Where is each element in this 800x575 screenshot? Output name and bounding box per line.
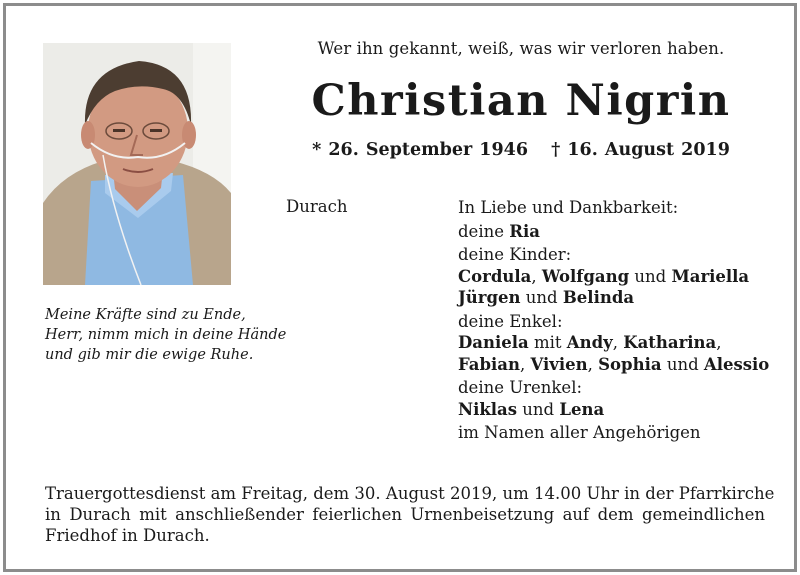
grandchildren-line: Fabian, Vivien, Sophia und Alessio xyxy=(458,354,770,374)
connector-word: mit xyxy=(533,333,562,352)
wife-line xyxy=(458,221,788,243)
connector-word: und xyxy=(525,288,558,307)
birth-date: * 26. September 1946 xyxy=(312,140,529,160)
deceased-name: Christian Nigrin xyxy=(311,76,731,126)
portrait-photo xyxy=(43,43,231,285)
grandchild-name: Alessio xyxy=(703,354,770,374)
great-grandchild-name: Niklas xyxy=(458,399,518,419)
service-line: in Durach mit anschließender feierlichen Urnenbeisetzung auf dem gemeindlichen xyxy=(45,505,765,524)
great-grandchildren-line xyxy=(458,399,788,421)
child-name: Belinda xyxy=(562,288,635,307)
wife-name: Ria xyxy=(509,221,540,241)
life-dates xyxy=(306,140,736,160)
children-line xyxy=(458,287,788,309)
quote-line: und gib mir die ewige Ruhe. xyxy=(45,347,254,363)
children-label: deine Kinder: xyxy=(458,245,572,264)
grandchild-name: Katharina xyxy=(623,333,717,352)
grandchild-name: Fabian xyxy=(458,354,520,374)
connector-word: und xyxy=(522,399,555,419)
grandchildren-line: Daniela mit Andy, Katharina, xyxy=(458,333,722,352)
child-name: Wolfgang xyxy=(541,266,630,286)
child-name: Jürgen xyxy=(458,288,521,307)
mourners-list xyxy=(458,197,788,444)
wife-prefix: deine xyxy=(458,221,504,241)
children-line: Cordula, Wolfgang und Mariella xyxy=(458,266,750,286)
funeral-service-text xyxy=(45,483,775,546)
death-date: † 16. August 2019 xyxy=(551,140,730,160)
child-name: Mariella xyxy=(671,266,750,286)
grandchildren-label: deine Enkel: xyxy=(458,311,563,331)
grandchild-name: Sophia xyxy=(598,354,662,374)
great-grandchildren-label: deine Urenkel: xyxy=(458,378,583,397)
mourners-intro: In Liebe und Dankbarkeit: xyxy=(458,198,679,217)
grandchild-name: Vivien xyxy=(530,354,588,374)
child-name: Cordula xyxy=(458,266,532,286)
quote-line: Herr, nimm mich in deine Hände xyxy=(45,327,287,343)
connector-word: und xyxy=(666,354,699,374)
mourners-closing: im Namen aller Angehörigen xyxy=(458,423,701,442)
grandchild-name: Daniela xyxy=(458,333,529,352)
grandchild-name: Andy xyxy=(566,333,613,352)
motto-line: Wer ihn gekannt, weiß, was wir verloren haben. xyxy=(317,39,725,58)
great-grandchild-name: Lena xyxy=(559,399,605,419)
connector-word: und xyxy=(634,266,667,286)
quote-block xyxy=(45,305,285,365)
service-line: Friedhof in Durach. xyxy=(45,526,210,545)
quote-line: Meine Kräfte sind zu Ende, xyxy=(45,307,246,323)
obituary-frame xyxy=(3,3,797,572)
place-name: Durach xyxy=(286,197,348,216)
service-line: Trauergottesdienst am Freitag, dem 30. August 2019, um 14.00 Uhr in der Pfarrkirche xyxy=(45,484,775,503)
